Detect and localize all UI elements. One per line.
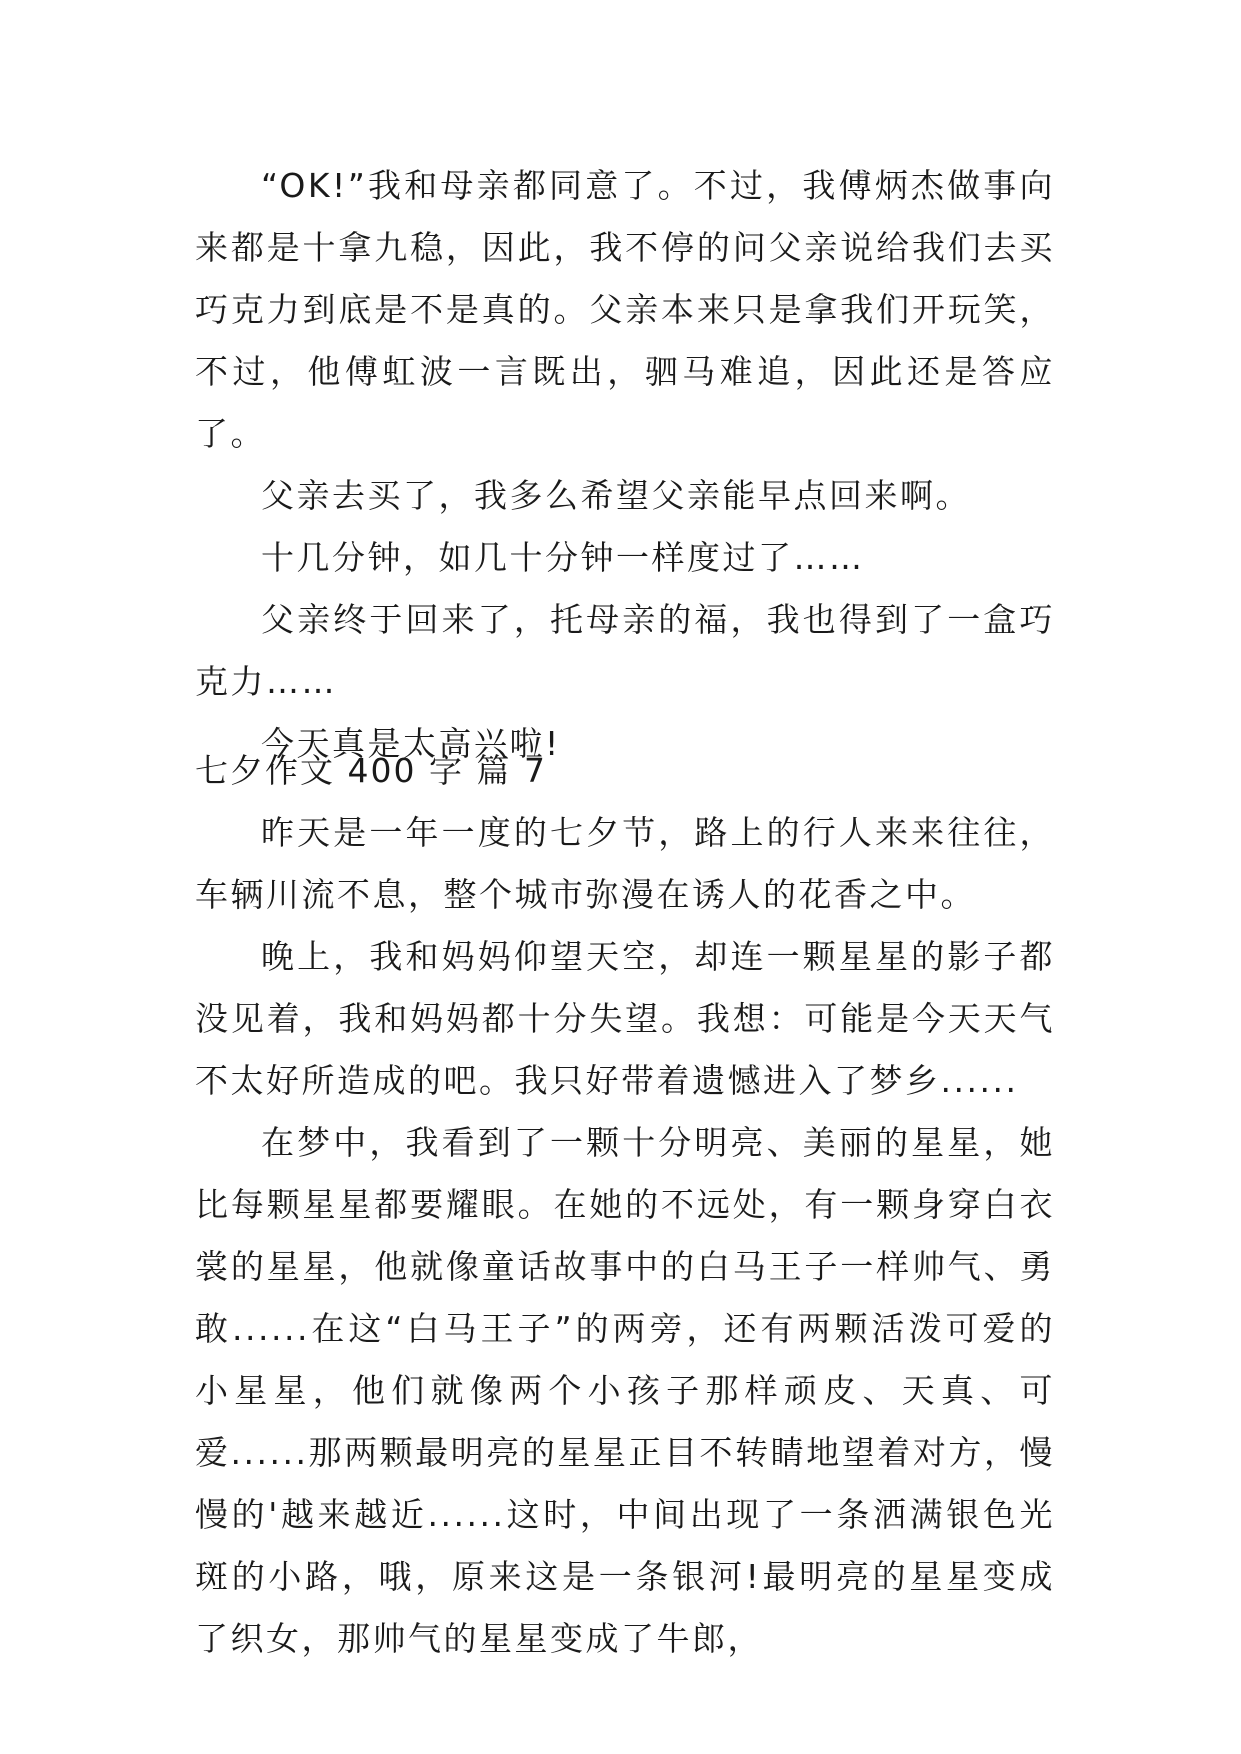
- paragraph: 父亲终于回来了，托母亲的福，我也得到了一盒巧克力……: [195, 600, 1055, 701]
- paragraph: 今天真是太高兴啦!: [261, 724, 561, 763]
- paragraph: 昨天是一年一度的七夕节，路上的行人来来往往，车辆川流不息，整个城市弥漫在诱人的花香之中。: [195, 813, 1055, 914]
- paragraph: 晚上，我和妈妈仰望天空，却连一颗星星的影子都没见着，我和妈妈都十分失望。我想：可能是今天天气不太好所造成的吧。我只好带着遗憾进入了梦乡......: [195, 937, 1055, 1100]
- paragraph: 父亲去买了，我多么希望父亲能早点回来啊。: [261, 476, 971, 515]
- paragraph: 十几分钟，如几十分钟一样度过了……: [261, 538, 865, 577]
- section-heading: 七夕作文 400 字 篇 7: [195, 751, 547, 790]
- story-section-top: [195, 155, 1055, 775]
- story-section-bottom: [195, 802, 1055, 1670]
- paragraph: “OK!”我和母亲都同意了。不过，我傅炳杰做事向来都是十拿九稳，因此，我不停的问父亲说给我们去买巧克力到底是不是真的。父亲本来只是拿我们开玩笑，不过，他傅虹波一言既出，驷马难追，因此还是答应了。: [195, 166, 1055, 453]
- paragraph: 在梦中，我看到了一颗十分明亮、美丽的星星，她比每颗星星都要耀眼。在她的不远处，有一颗身穿白衣裳的星星，他就像童话故事中的白马王子一样帅气、勇敢......在这“白马王子”的两旁，还有两颗活泼可爱的小星星，他们就像两个小孩子那样顽皮、天真、可爱......那两颗最明亮的星星正目不转睛地望着对方，慢慢的'越来越近......这时，中间出现了一条洒满银色光斑的小路，哦，原来这是一条银河!最明亮的星星变成了织女，那帅气的星星变成了牛郎，: [195, 1123, 1055, 1658]
